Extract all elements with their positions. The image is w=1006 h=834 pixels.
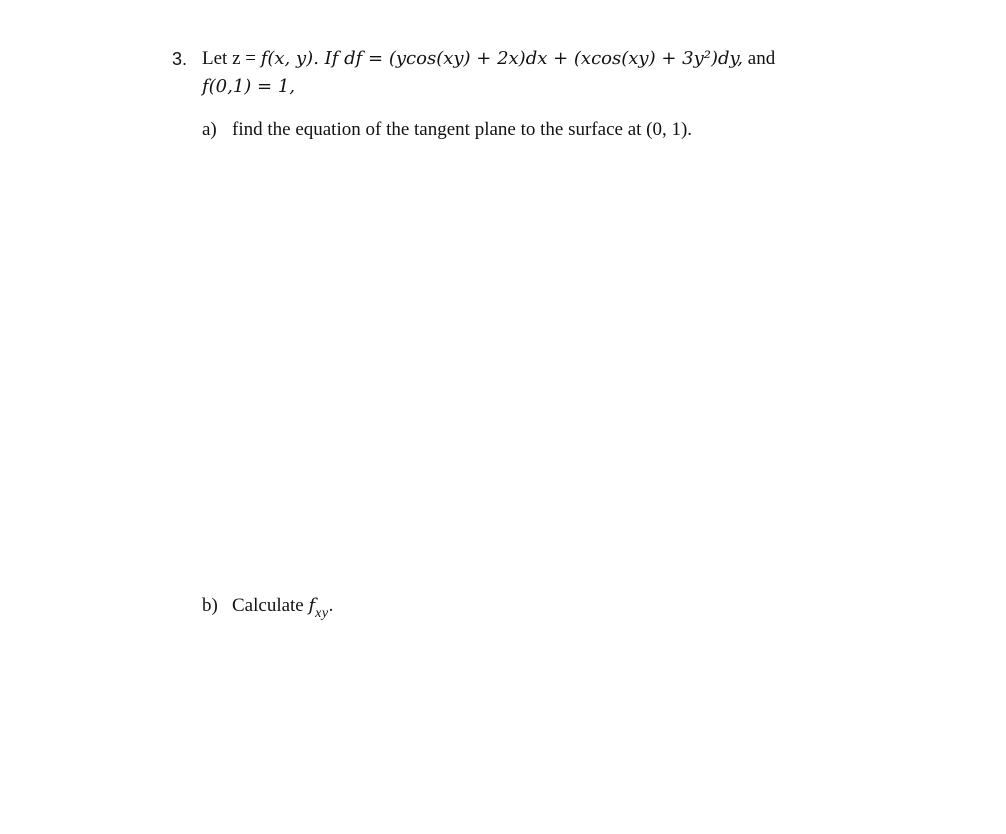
part-b-text xyxy=(232,595,334,621)
differential-expression: (ycos(xy) + 2x)dx + (xcos(xy) + 3y²)dy, xyxy=(388,48,744,69)
part-b-label: b) xyxy=(202,595,218,616)
intro-text: Let z = xyxy=(202,48,256,69)
initial-condition: f(0,1) = 1, xyxy=(202,76,296,97)
f-subscript: xy xyxy=(315,606,329,621)
equals-sign: = xyxy=(362,48,389,69)
part-b-prefix: Calculate xyxy=(232,595,304,616)
problem-number: 3. xyxy=(172,49,188,69)
function-definition: f(x, y). If df xyxy=(260,48,363,69)
problem-statement-line-1 xyxy=(202,48,775,70)
and-text: and xyxy=(747,48,776,69)
part-a-text: find the equation of the tangent plane to the surface at (0, 1). xyxy=(232,119,693,140)
part-b-period: . xyxy=(328,595,334,616)
problem-statement-line-2 xyxy=(202,76,295,98)
f-symbol: f xyxy=(308,595,316,616)
part-a-label: a) xyxy=(202,119,217,140)
